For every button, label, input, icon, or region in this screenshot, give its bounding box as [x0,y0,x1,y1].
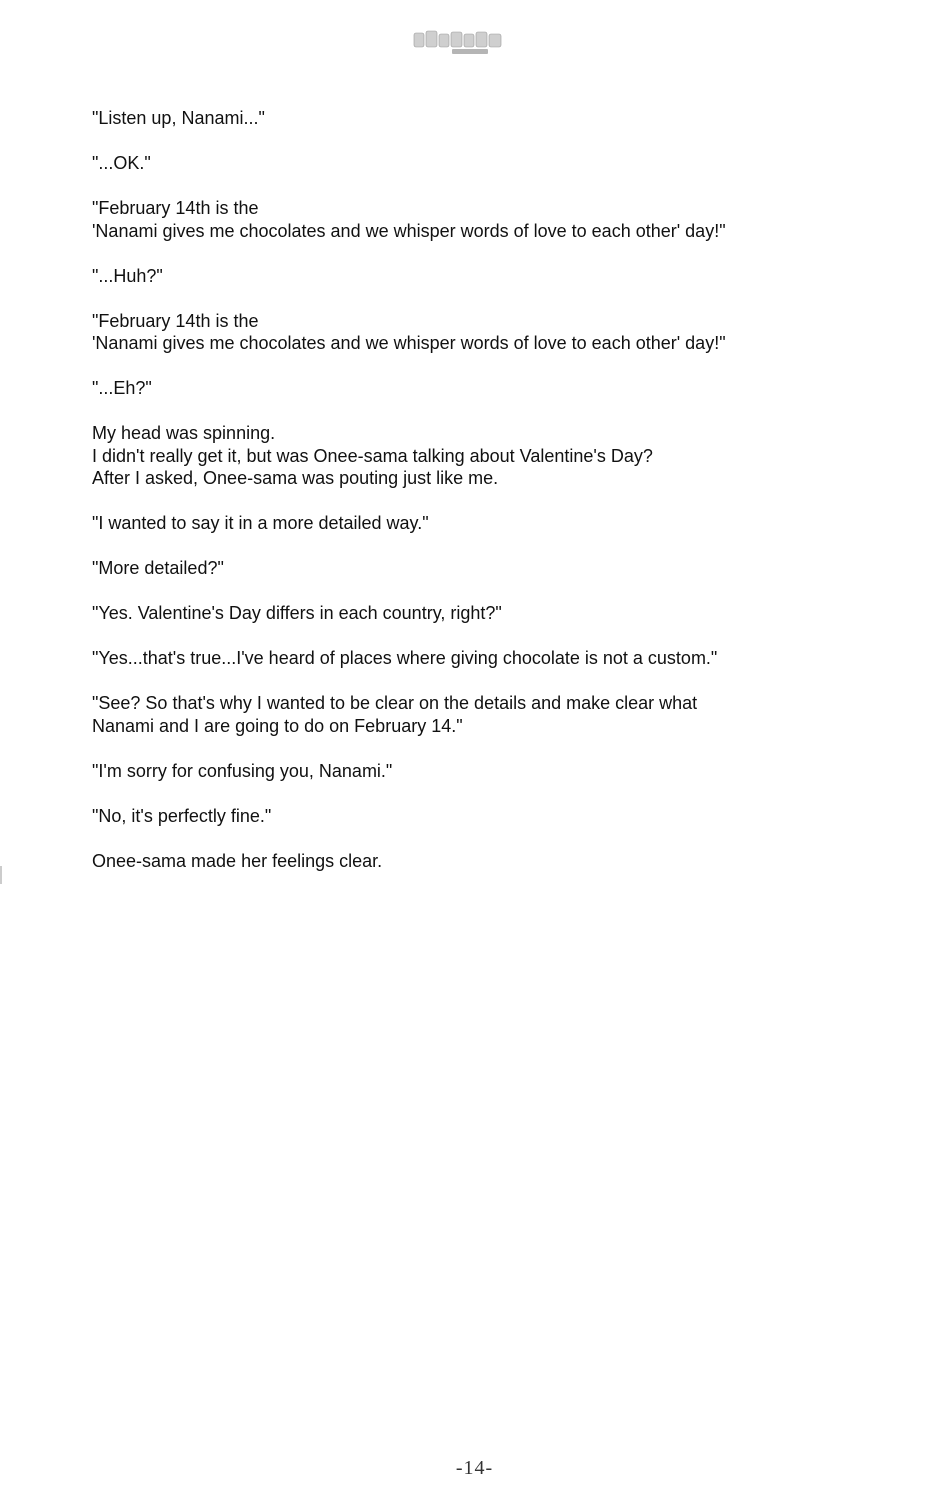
paragraph: "...OK." [92,153,151,173]
paragraph: My head was spinning. I didn't really get it, but was Onee-sama talking about Valentine's Day? After I asked, Onee-sama was pouting just like me. [92,423,653,488]
paragraph: "...Huh?" [92,265,163,286]
paragraph: "February 14th is the 'Nanami gives me chocolates and we whisper words of love to each other' day!" [92,198,726,241]
paragraph: "Yes. Valentine's Day differs in each country, right?" [92,603,502,623]
paragraph: "Listen up, Nanami..." [92,108,265,128]
title-logo-graphic [412,28,504,58]
paragraph: "February 14th is the 'Nanami gives me chocolates and we whisper words of love to each other' day!" [92,310,726,353]
paragraph: "No, it's perfectly fine." [92,805,272,826]
paragraph: "I wanted to say it in a more detailed way." [92,513,429,533]
title-logo [412,28,504,58]
paragraph: "I'm sorry for confusing you, Nanami." [92,760,393,781]
page-number: -14- [455,1457,494,1479]
scan-margin-mark [0,866,2,884]
story-text [92,107,812,895]
paragraph: Onee-sama made her feelings clear. [92,850,383,871]
paragraph: "More detailed?" [92,558,224,578]
paragraph: "See? So that's why I wanted to be clear on the details and make clear what Nanami and I are going to do on February 14." [92,693,698,736]
paragraph: "...Eh?" [92,378,152,398]
paragraph: "Yes...that's true...I've heard of places where giving chocolate is not a custom." [92,648,718,668]
